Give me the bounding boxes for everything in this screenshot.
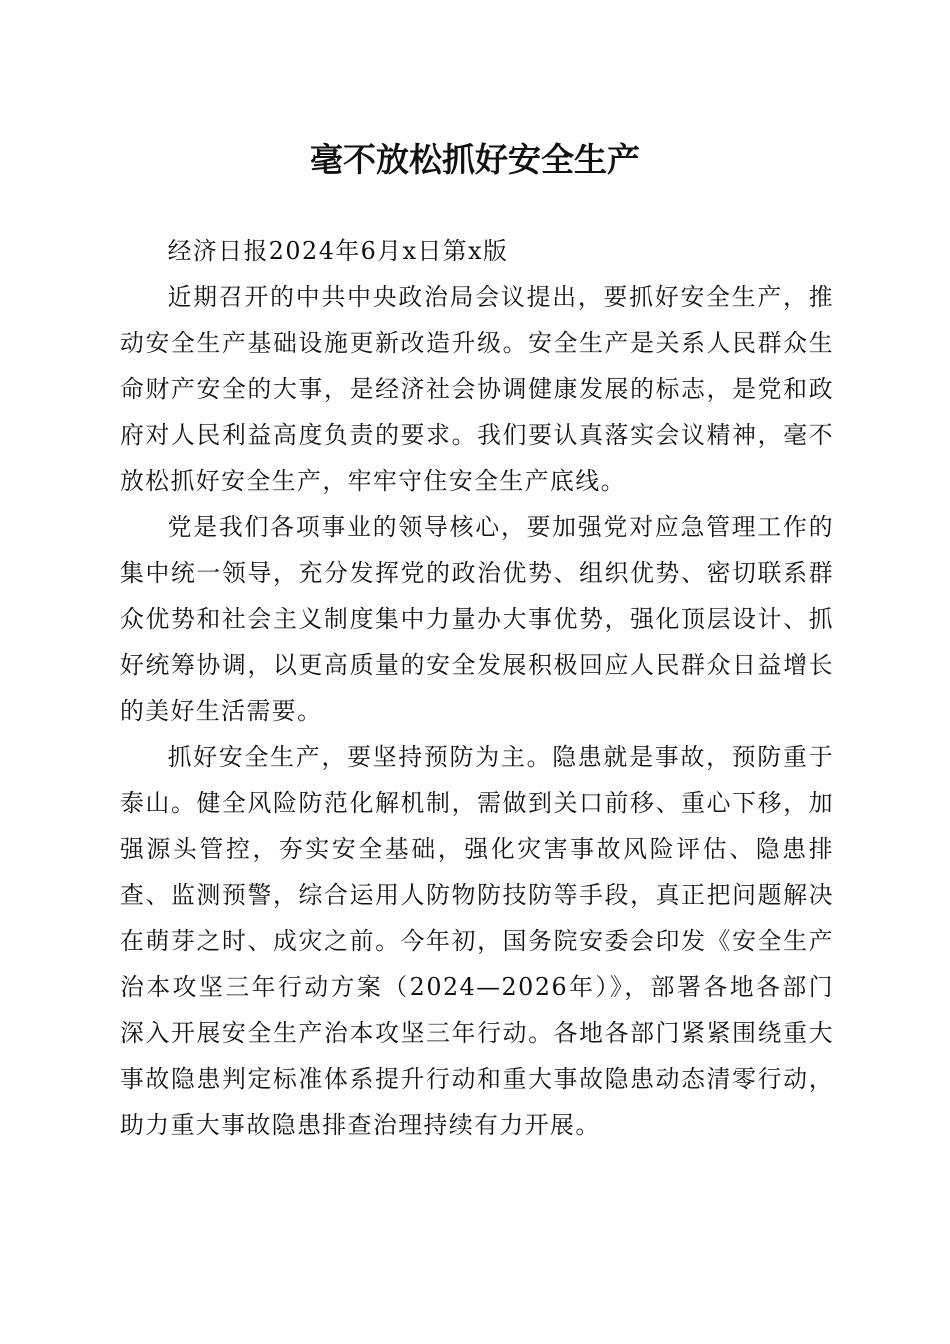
paragraph-3: 抓好安全生产，要坚持预防为主。隐患就是事故，预防重于泰山。健全风险防范化解机制，需做到关口前移、重心下移，加强源头管控，夯实安全基础，强化灾害事故风险评估、隐患排查、监测预警，综合运用人防物防技防等手段，真正把问题解决在萌芽之时、成灾之前。今年初，国务院安委会印发《安全生产治本攻坚三年行动方案（2024—2026年）》，部署各地各部门深入开展安全生产治本攻坚三年行动。各地各部门紧紧围绕重大事故隐患判定标准体系提升行动和重大事故隐患动态清零行动，助力重大事故隐患排查治理持续有力开展。: [120, 743, 834, 1139]
paragraph-1: 近期召开的中共中央政治局会议提出，要抓好安全生产，推动安全生产基础设施更新改造升级。安全生产是关系人民群众生命财产安全的大事，是经济社会协调健康发展的标志，是党和政府对人民利益高度负责的要求。我们要认真落实会议精神，毫不放松抓好安全生产，牢牢守住安全生产底线。: [120, 283, 834, 495]
source-line: 经济日报2024年6月x日第x版: [167, 237, 509, 265]
article-body: [120, 228, 834, 1148]
paragraph-2: 党是我们各项事业的领导核心，要加强党对应急管理工作的集中统一领导，充分发挥党的政治优势、组织优势、密切联系群众优势和社会主义制度集中力量办大事优势，强化顶层设计、抓好统筹协调，以更高质量的安全发展积极回应人民群众日益增长的美好生活需要。: [120, 513, 834, 725]
article-title: 毫不放松抓好安全生产: [310, 140, 640, 179]
